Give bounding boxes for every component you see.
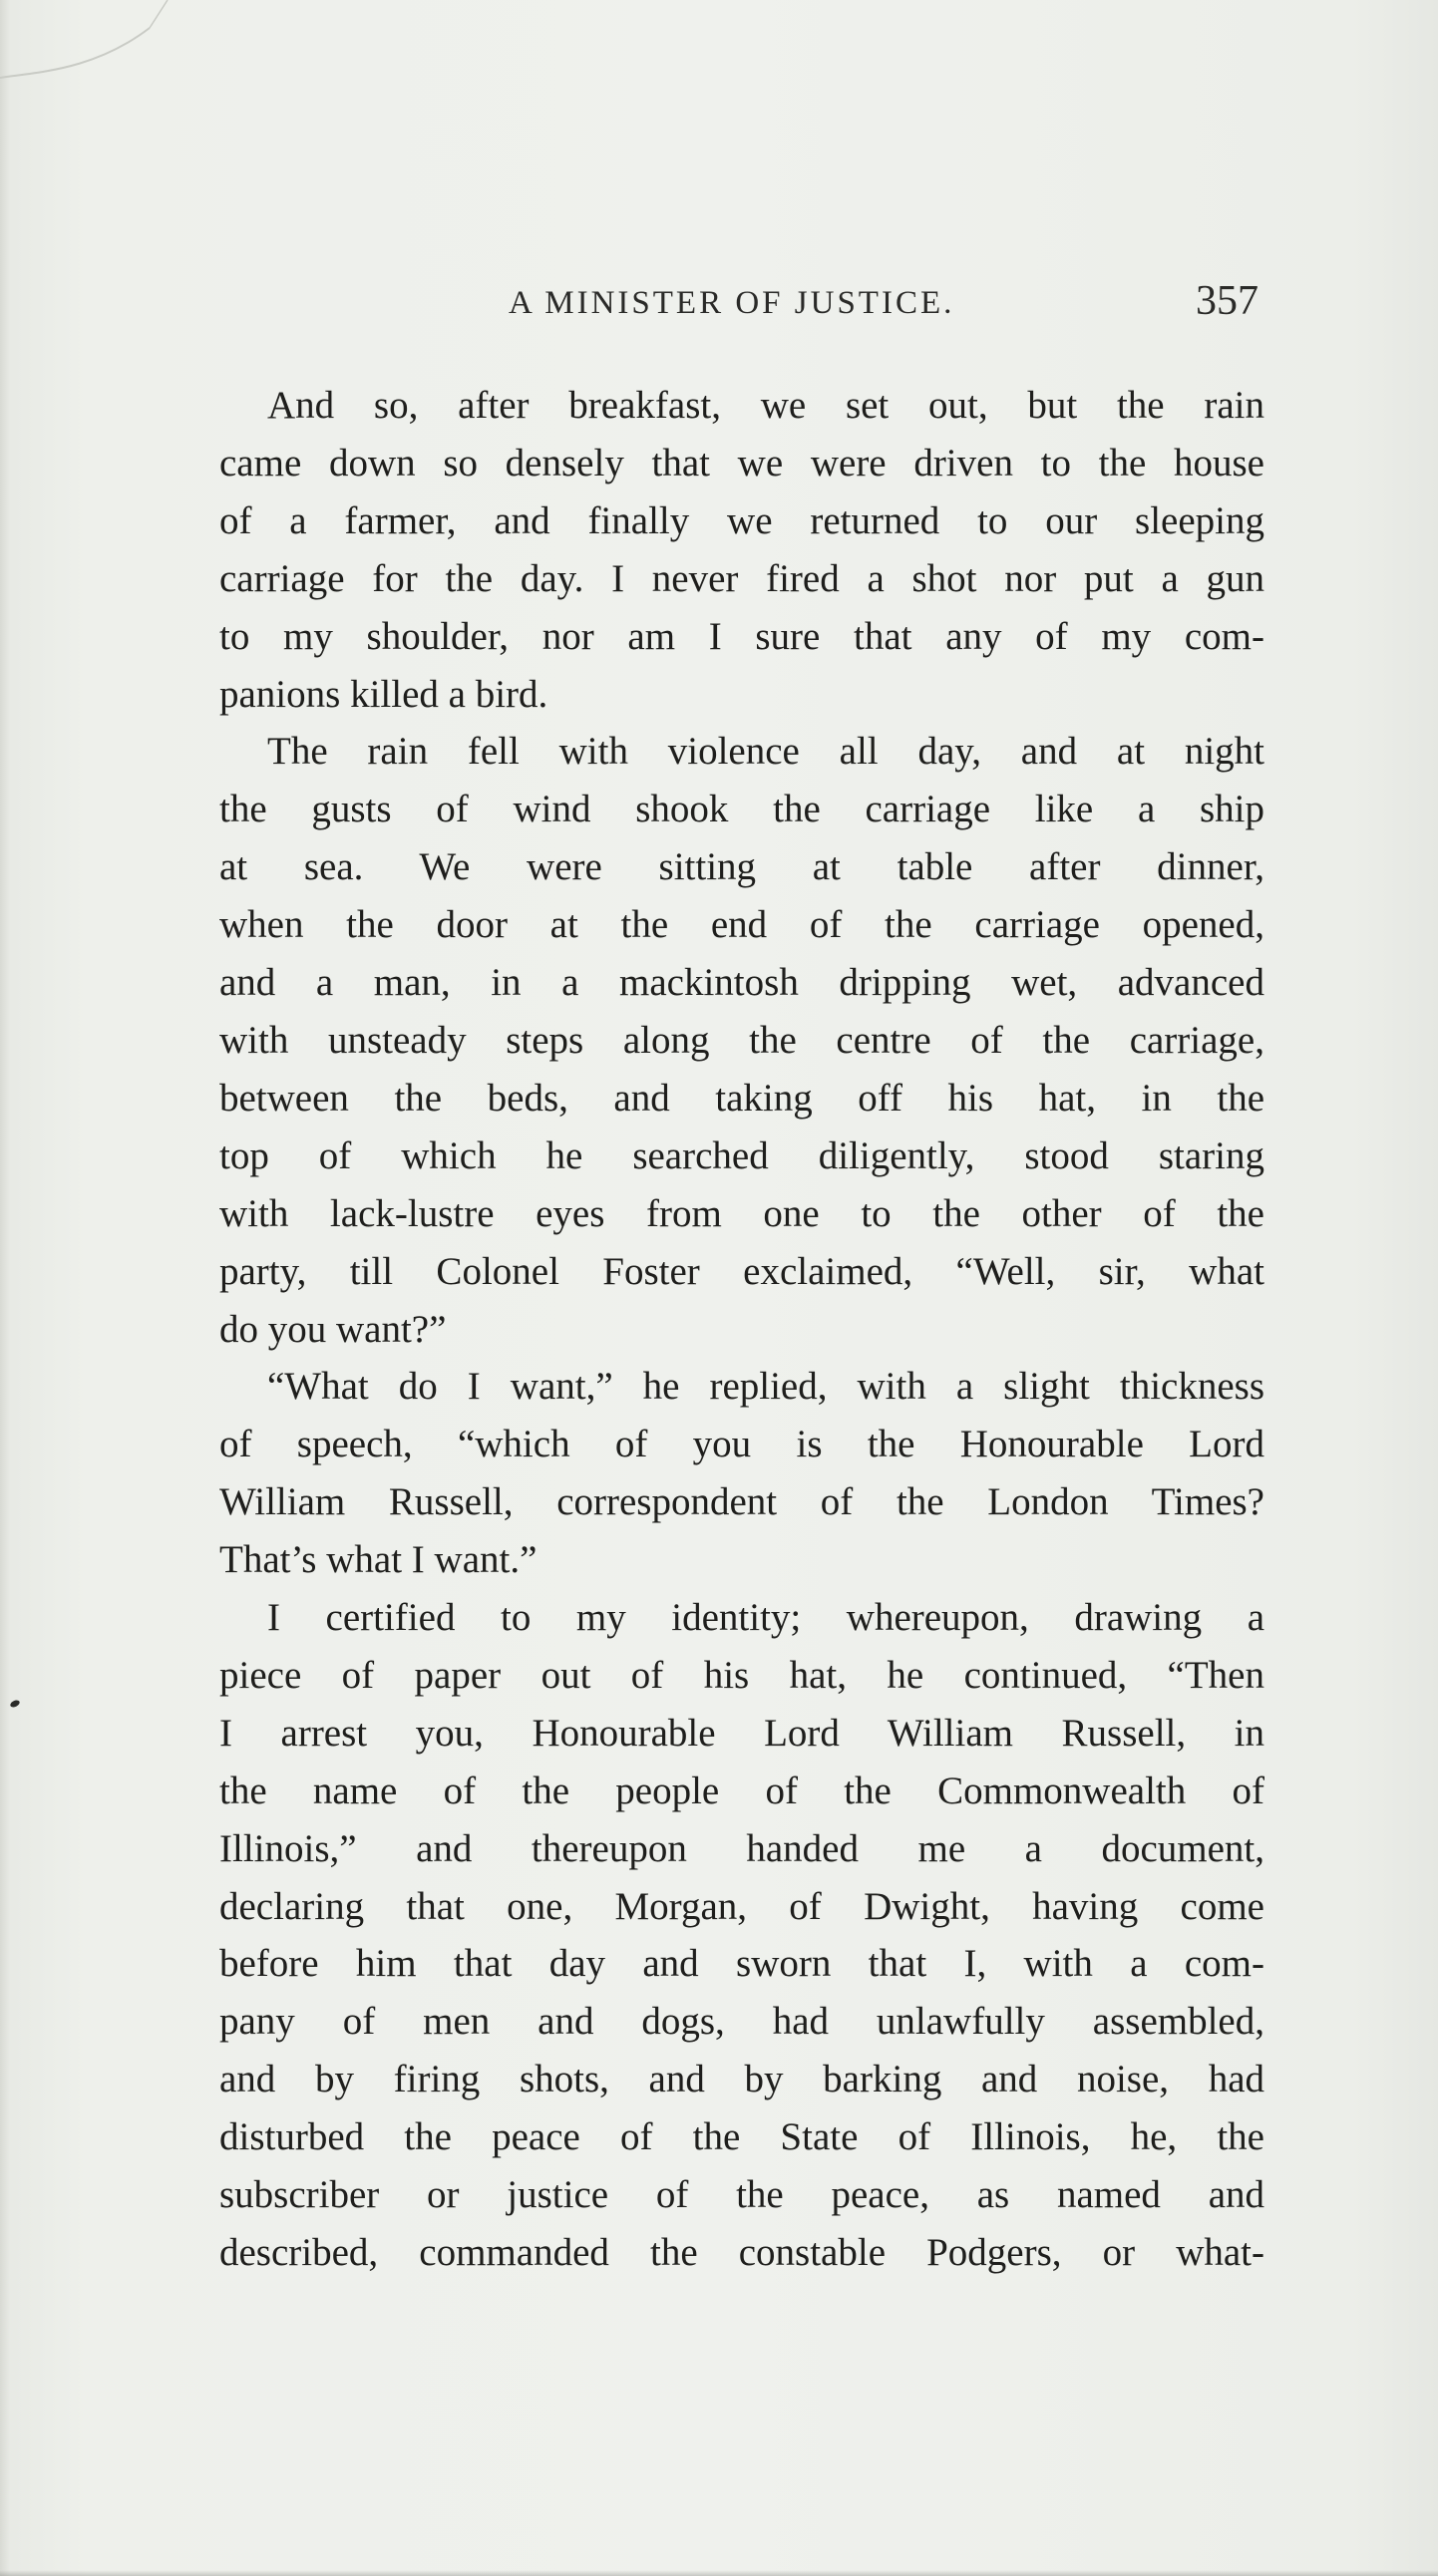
paragraph-4 bbox=[219, 1589, 1264, 2282]
text-line: of a farmer, and finally we returned to our sleeping bbox=[219, 498, 1264, 542]
paragraph-3 bbox=[219, 1358, 1264, 1589]
text-line: with unsteady steps along the centre of the carriage, bbox=[219, 1018, 1264, 1062]
text-line: carriage for the day. I never fired a shot nor put a gun bbox=[219, 556, 1264, 600]
text-line: the gusts of wind shook the carriage like a ship bbox=[219, 788, 1264, 831]
text-line: panions killed a bird. bbox=[219, 672, 548, 716]
text-line: top of which he searched diligently, stood staring bbox=[219, 1133, 1264, 1177]
text-line: And so, after breakfast, we set out, but the rain bbox=[267, 384, 1264, 427]
text-line: and a man, in a mackintosh dripping wet, advanced bbox=[219, 961, 1264, 1005]
text-line: when the door at the end of the carriage opened, bbox=[219, 903, 1264, 947]
text-line: before him that day and sworn that I, with a com- bbox=[219, 1942, 1264, 1986]
text-line: described, commanded the constable Podgers, or what- bbox=[219, 2231, 1264, 2274]
page-bottom-edge bbox=[0, 2570, 1438, 2576]
text-line: came down so densely that we were driven to the house bbox=[219, 441, 1264, 484]
page-corner-crease bbox=[0, 0, 170, 110]
text-line: the name of the people of the Commonwealth of bbox=[219, 1769, 1264, 1812]
text-line: William Russell, correspondent of the London Times? bbox=[219, 1480, 1264, 1524]
page-binding-shadow bbox=[0, 0, 10, 2576]
text-line: piece of paper out of his hat, he continued, “Then bbox=[219, 1653, 1264, 1697]
paragraph-2 bbox=[219, 723, 1264, 1358]
text-line: at sea. We were sitting at table after dinner, bbox=[219, 845, 1264, 889]
text-line: between the beds, and taking off his hat, in the bbox=[219, 1076, 1264, 1120]
text-line: That’s what I want.” bbox=[219, 1538, 538, 1582]
text-line: The rain fell with violence all day, and at night bbox=[267, 730, 1264, 774]
ink-speck bbox=[9, 1699, 21, 1709]
text-line: subscriber or justice of the peace, as named and bbox=[219, 2173, 1264, 2217]
running-title: A MINISTER OF JUSTICE. bbox=[509, 285, 955, 321]
text-line: Illinois,” and thereupon handed me a document, bbox=[219, 1826, 1264, 1870]
body-text bbox=[219, 377, 1264, 2282]
page-number: 357 bbox=[1196, 278, 1258, 324]
text-line: I certified to my identity; whereupon, drawing a bbox=[267, 1596, 1264, 1640]
text-line: of speech, “which of you is the Honourable Lord bbox=[219, 1423, 1264, 1466]
text-line: with lack-lustre eyes from one to the other of the bbox=[219, 1191, 1264, 1235]
paragraph-1 bbox=[219, 377, 1264, 723]
text-line: declaring that one, Morgan, of Dwight, having come bbox=[219, 1884, 1264, 1928]
text-line: party, till Colonel Foster exclaimed, “Well, sir, what bbox=[219, 1249, 1264, 1293]
text-line: pany of men and dogs, had unlawfully assembled, bbox=[219, 2000, 1264, 2044]
text-line: disturbed the peace of the State of Illinois, he, the bbox=[219, 2115, 1264, 2159]
text-line: do you want?” bbox=[219, 1307, 447, 1351]
text-line: “What do I want,” he replied, with a slight thickness bbox=[267, 1365, 1264, 1409]
text-line: and by firing shots, and by barking and noise, had bbox=[219, 2058, 1264, 2101]
text-line: I arrest you, Honourable Lord William Russell, in bbox=[219, 1711, 1264, 1755]
running-header bbox=[219, 277, 1264, 337]
text-line: to my shoulder, nor am I sure that any of my com- bbox=[219, 614, 1264, 658]
